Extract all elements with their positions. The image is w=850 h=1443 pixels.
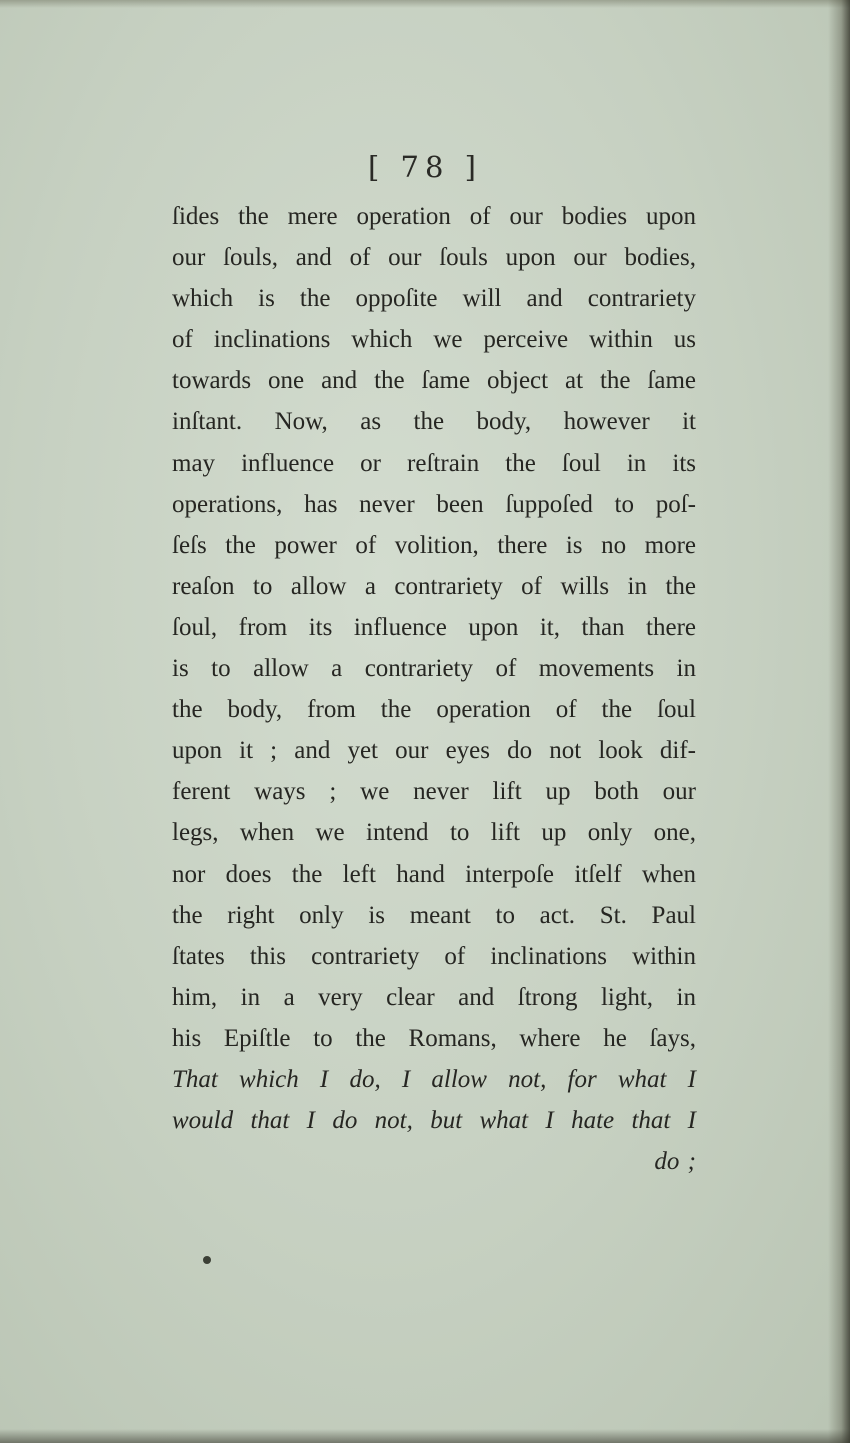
text-line: which is the oppoſite will and contrariety bbox=[172, 285, 696, 313]
text-line: ferent ways ; we never lift up both our bbox=[172, 778, 696, 806]
text-line: his Epiſtle to the Romans, where he ſays, bbox=[172, 1024, 696, 1052]
body-text bbox=[172, 196, 696, 1182]
text-line: ſeſs the power of volition, there is no more bbox=[172, 531, 696, 559]
page-number: [ 78 ] bbox=[368, 150, 482, 184]
text-line: the right only is meant to act. St. Paul bbox=[172, 901, 696, 929]
text-line: our ſouls, and of our ſouls upon our bodies, bbox=[172, 244, 696, 272]
page-bottom-edge-shadow bbox=[0, 1429, 850, 1443]
text-line: may influence or reſtrain the ſoul in its bbox=[172, 449, 696, 477]
text-line: legs, when we intend to lift up only one, bbox=[172, 819, 696, 847]
text-line: inſtant. Now, as the body, however it bbox=[172, 408, 696, 436]
text-line: operations, has never been ſuppoſed to poſ- bbox=[172, 490, 696, 518]
text-line: ſides the mere operation of our bodies upon bbox=[172, 203, 696, 230]
text-line: nor does the left hand interpoſe itſelf when bbox=[172, 860, 696, 888]
text-line: ſoul, from its influence upon it, than there bbox=[172, 613, 696, 641]
italic-quote-line: That which I do, I allow not, for what I bbox=[172, 1065, 696, 1093]
text-line: of inclinations which we perceive within us bbox=[172, 326, 696, 354]
text-line: upon it ; and yet our eyes do not look dif- bbox=[172, 737, 696, 765]
ink-speck bbox=[203, 1256, 211, 1264]
text-line: towards one and the ſame object at the ſame bbox=[172, 367, 696, 395]
text-line: ſtates this contrariety of inclinations within bbox=[172, 942, 696, 970]
text-line: is to allow a contrariety of movements in bbox=[172, 655, 696, 683]
text-line: him, in a very clear and ſtrong light, in bbox=[172, 983, 696, 1011]
page-right-edge-shadow bbox=[828, 0, 850, 1443]
text-line: the body, from the operation of the ſoul bbox=[172, 696, 696, 724]
text-line: reaſon to allow a contrariety of wills in the bbox=[172, 572, 696, 600]
catchword: do ; bbox=[654, 1148, 696, 1176]
italic-quote-line: would that I do not, but what I hate that I bbox=[172, 1107, 696, 1135]
page-top-shadow bbox=[0, 0, 850, 8]
